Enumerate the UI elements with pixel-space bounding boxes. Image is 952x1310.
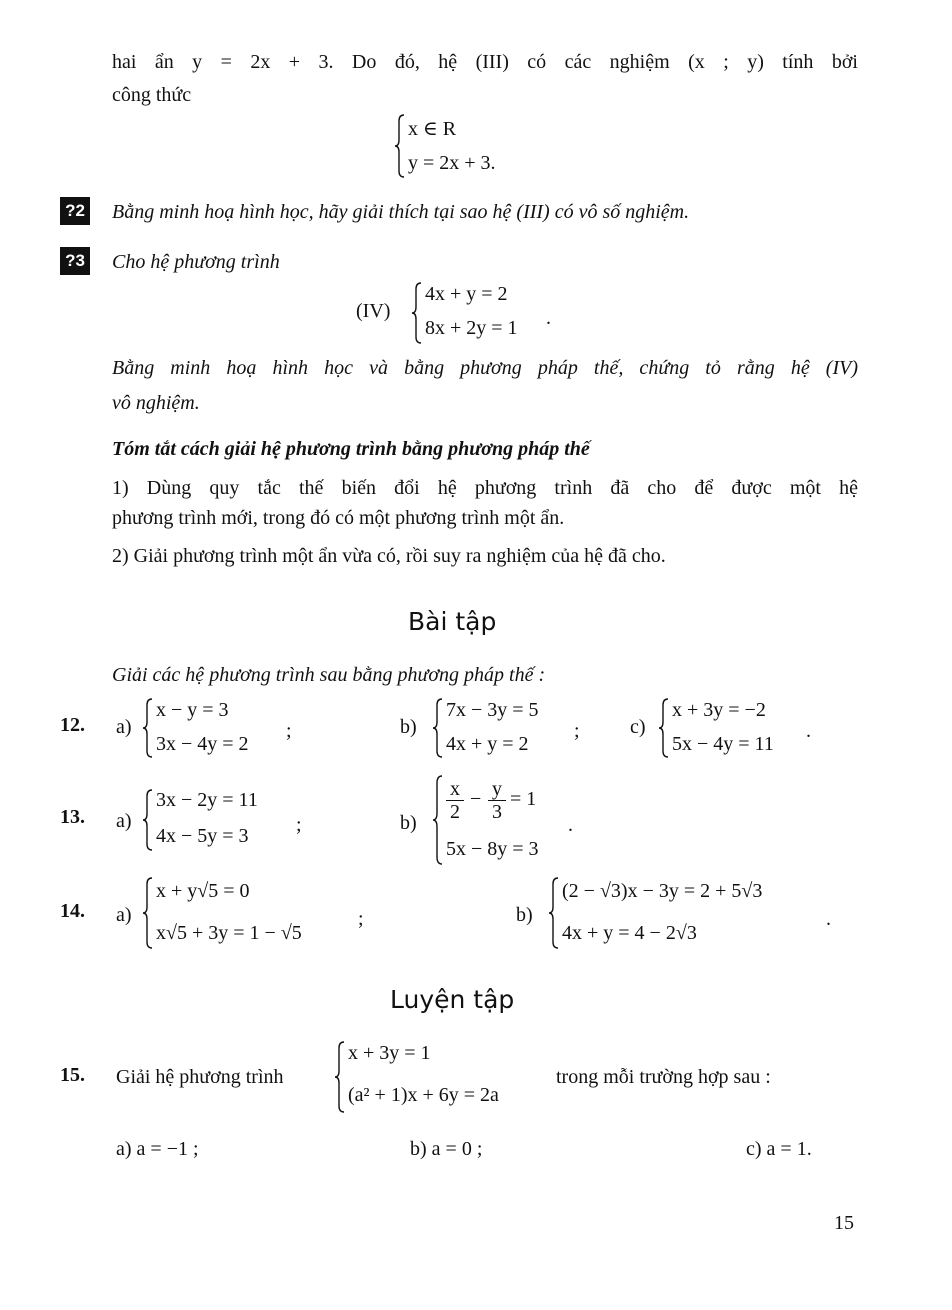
question-3-text3: vô nghiệm. [112,392,200,414]
question-3-text2: Bằng minh hoạ hình học và bằng phương pháp thế, chứng tỏ rằng hệ (IV) [112,357,858,379]
period: . [546,307,551,329]
exercise-12-b-row2: 4x + y = 2 [446,733,529,755]
exercise-14-a-row1: x + y√5 = 0 [156,880,250,902]
intro-system-row1: x ∈ R [408,118,457,140]
minus-sign: − [470,788,482,810]
period: . [826,908,831,930]
semicolon: ; [574,720,580,742]
exercise-13-a-row1: 3x − 2y = 11 [156,789,258,811]
fraction-denominator: 2 [446,800,464,823]
exercise-15-number: 15. [60,1064,85,1086]
exercise-14-b-label: b) [516,904,533,926]
exercise-14-number: 14. [60,900,85,922]
exercise-15-row1: x + 3y = 1 [348,1042,431,1064]
fraction-denominator: 3 [488,800,506,823]
summary-title: Tóm tắt cách giải hệ phương trình bằng phương pháp thế [112,438,590,460]
brace-icon [142,876,154,950]
exercise-15-row2: (a² + 1)x + 6y = 2a [348,1084,499,1106]
period: . [568,814,573,836]
exercise-15-case-c: c) a = 1. [746,1138,812,1160]
brace-icon [432,697,444,759]
exercise-12-c-label: c) [630,716,646,738]
system-iv-row2: 8x + 2y = 1 [425,317,518,339]
system-iv-label: (IV) [356,300,391,322]
exercise-15-lead: Giải hệ phương trình [116,1066,284,1088]
exercise-13-a-row2: 4x − 5y = 3 [156,825,249,847]
brace-icon [411,281,423,345]
exercise-12-a-row1: x − y = 3 [156,699,229,721]
exercise-12-number: 12. [60,714,85,736]
fraction-x-over-2 [446,778,464,823]
question-2-badge: ?2 [60,197,90,225]
exercise-12-a-label: a) [116,716,132,738]
semicolon: ; [286,720,292,742]
equals-one: = 1 [510,788,537,810]
exercise-12-c-row2: 5x − 4y = 11 [672,733,774,755]
brace-icon [142,788,154,852]
fraction-numerator: x [450,778,460,800]
question-2-text: Bằng minh hoạ hình học, hãy giải thích tại sao hệ (III) có vô số nghiệm. [112,201,690,223]
exercises-heading: Bài tập [408,607,497,636]
practice-heading: Luyện tập [390,985,515,1014]
exercise-12-c-row1: x + 3y = −2 [672,699,766,721]
summary-step1-line2: phương trình mới, trong đó có một phương trình một ẩn. [112,507,565,529]
brace-icon [432,774,444,866]
exercise-15-case-a: a) a = −1 ; [116,1138,199,1160]
fraction-numerator: y [492,778,502,800]
semicolon: ; [296,814,302,836]
exercises-instruction: Giải các hệ phương trình sau bằng phương pháp thế : [112,664,546,686]
system-iv-row1: 4x + y = 2 [425,283,508,305]
exercise-14-b-row2: 4x + y = 4 − 2√3 [562,922,697,944]
semicolon: ; [358,908,364,930]
fraction-y-over-3 [488,778,506,823]
brace-icon [142,697,154,759]
exercise-12-b-row1: 7x − 3y = 5 [446,699,539,721]
exercise-15-trail: trong mỗi trường hợp sau : [556,1066,771,1088]
summary-step1-line1: 1) Dùng quy tắc thế biến đổi hệ phương trình đã cho để được một hệ [112,477,858,499]
exercise-13-b-row2: 5x − 8y = 3 [446,838,539,860]
question-3-badge: ?3 [60,247,90,275]
summary-step2: 2) Giải phương trình một ẩn vừa có, rồi suy ra nghiệm của hệ đã cho. [112,545,666,567]
intro-line2: công thức [112,84,192,106]
intro-system-row2: y = 2x + 3. [408,152,496,174]
exercise-14-a-label: a) [116,904,132,926]
exercise-13-a-label: a) [116,810,132,832]
exercise-12-a-row2: 3x − 4y = 2 [156,733,249,755]
exercise-14-b-row1: (2 − √3)x − 3y = 2 + 5√3 [562,880,763,902]
exercise-13-number: 13. [60,806,85,828]
exercise-13-b-label: b) [400,812,417,834]
brace-icon [334,1040,346,1114]
question-3-text: Cho hệ phương trình [112,251,280,273]
brace-icon [658,697,670,759]
exercise-15-case-b: b) a = 0 ; [410,1138,483,1160]
intro-line1: hai ẩn y = 2x + 3. Do đó, hệ (III) có các nghiệm (x ; y) tính bởi [112,51,858,73]
period: . [806,720,811,742]
brace-icon [548,876,560,950]
exercise-12-b-label: b) [400,716,417,738]
exercise-14-a-row2: x√5 + 3y = 1 − √5 [156,922,302,944]
page-number: 15 [834,1212,854,1234]
brace-icon [394,113,406,179]
